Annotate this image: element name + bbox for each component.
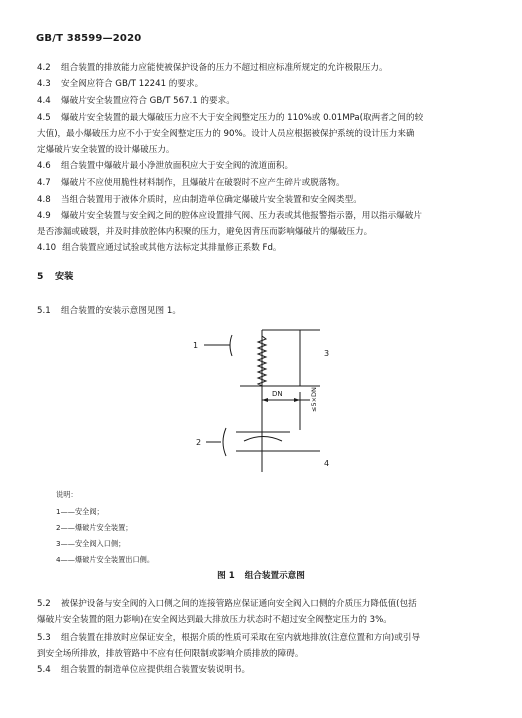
clause-number: 5.3 [37,633,51,643]
standard-number-header: GB/T 38599—2020 [36,33,142,44]
clause-number: 5.4 [37,665,51,675]
clause-text: 被保护设备与安全阀的入口侧之间的连接管路应保证通向安全阀入口侧的介质压力降低值(包括 [61,599,417,609]
figure-title: 组合装置示意图 [244,571,305,581]
brace-2 [223,428,226,456]
clause-number: 5.1 [37,306,51,316]
dn-arrow-left [262,398,268,402]
clause-number: 4.6 [37,161,51,171]
figure-caption [0,569,522,581]
clause-number: 4.5 [37,113,51,123]
clause-text: 组合装置的制造单位应提供组合装置安装说明书。 [61,665,251,675]
clause-number: 4.8 [37,195,51,205]
clause-number: 4.2 [37,63,51,73]
brace-1 [230,335,232,356]
clause-text: 是否渗漏或破裂，并及时排放腔体内积聚的压力，避免因背压而影响爆破片的爆破压力。 [37,227,373,237]
clause-number: 4.3 [37,79,51,89]
clause-number: 4.7 [37,178,51,188]
legend-item-1: 1——安全阀； [56,507,104,516]
clause-text: 组合装置中爆破片最小净泄放面积应大于安全阀的流道面积。 [61,161,294,171]
clause-5-4 [37,662,489,678]
clause-text: 定爆破片安全装置的设计爆破压力。 [37,145,175,155]
clause-number: 5.2 [37,599,51,609]
clause-text: 组合装置在排放时应保证安全，根据介质的性质可采取在室内就地排放(注意位置和方向)或引导 [61,633,421,643]
bursting-disc [244,437,282,442]
clause-text: 组合装置的排放能力应能使被保护设备的压力不超过相应标准所规定的允许极限压力。 [61,63,388,73]
clause-number: 4.10 [37,243,57,253]
clause-text: 大值)，最小爆破压力应不小于安全阀整定压力的 90%。设计人员应根据被保护系统的设计压力来确 [37,129,415,139]
clause-text: 爆破片安全装置的阻力影响)在安全阀达到最大排放压力状态时不超过安全阀整定压力的 3%。 [37,615,392,625]
legend-item-2: 2——爆破片安全装置； [56,523,133,532]
label-3: 3 [324,349,330,358]
clause-text: 爆破片安全装置的最大爆破压力应不大于安全阀整定压力的 110%或 0.01MPa(取两者之间的较 [61,113,424,123]
clause-5-2 [37,596,489,628]
clause-number: 4.4 [37,96,51,106]
clause-text: 爆破片安全装置应符合 GB/T 567.1 的要求。 [61,96,235,106]
legend-title: 说明： [56,490,78,499]
legend-item-3: 3——安全阀入口侧； [56,539,126,548]
figure-number: 图 1 [217,571,235,581]
clause-text: 到安全场所排放，排放管路中不应有任何限制或影响介质排放的障碍。 [37,649,304,659]
clause-text: 安全阀应符合 GB/T 12241 的要求。 [61,79,204,89]
label-dimension: ≤5×DN [310,387,318,412]
clause-text: 当组合装置用于液体介质时，应由制造单位确定爆破片安全装置和安全阀类型。 [61,195,362,205]
clause-text: 爆破片不应使用脆性材料制作，且爆破片在破裂时不应产生碎片或脱落物。 [61,178,345,188]
label-2: 2 [196,438,202,447]
label-dn: DN [272,390,283,398]
clause-text: 组合装置的安装示意图见图 1。 [61,306,181,316]
clause-text: 爆破片安全装置与安全阀之间的腔体应设置排气阀、压力表或其他报警指示器，用以指示爆破片 [61,211,422,221]
section-title: 安装 [55,271,74,282]
label-1: 1 [193,341,199,350]
clause-number: 4.9 [37,211,51,221]
dn-arrow-right [294,398,300,402]
legend-item-4: 4——爆破片安全装置出口侧。 [56,555,155,564]
clause-text: 组合装置应通过试验或其他方法标定其排量修正系数 Fd。 [62,243,282,253]
label-4: 4 [324,459,330,468]
clause-5-3 [37,630,489,662]
section-number: 5 [37,271,44,282]
